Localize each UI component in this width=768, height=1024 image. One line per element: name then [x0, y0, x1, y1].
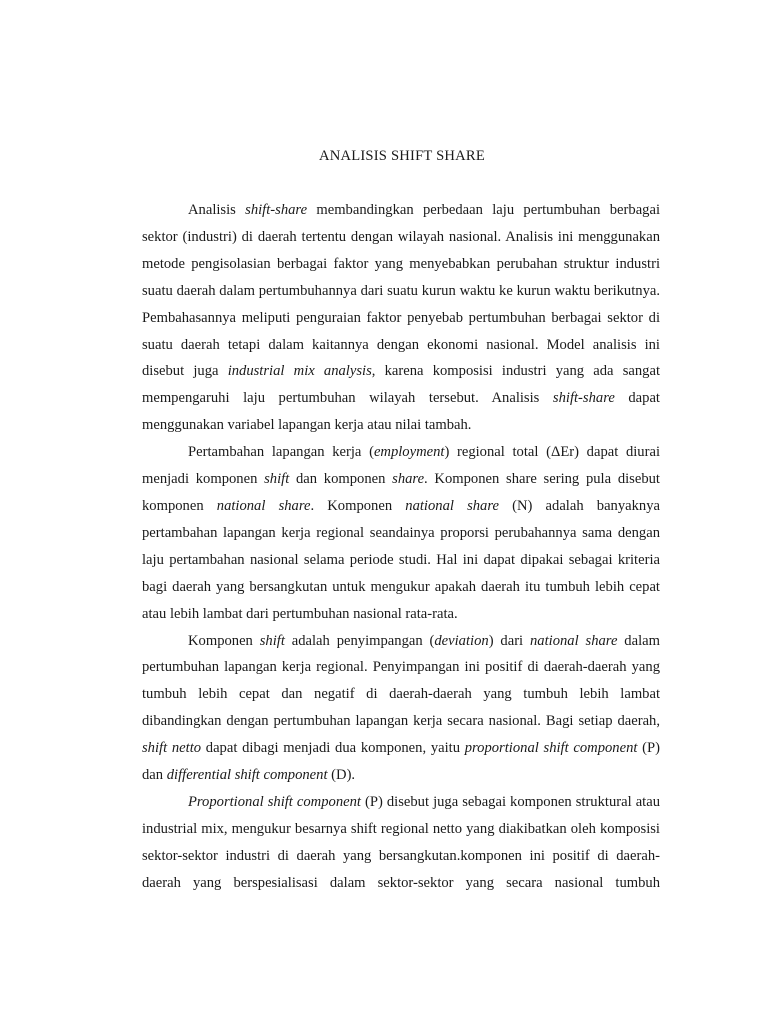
text-run: . Komponen: [310, 497, 406, 514]
text-run: , karena komposisi industri yang ada sangat mempengaruhi laju pertumbuhan wilayah tersebut. Analisis: [142, 363, 660, 407]
document-body: [142, 197, 660, 897]
document-title: ANALISIS SHIFT SHARE: [319, 148, 485, 164]
italic-term: national share: [530, 632, 618, 649]
italic-term: deviation: [434, 632, 489, 649]
italic-term: Proportional shift component: [188, 793, 361, 810]
italic-term: differential shift component: [166, 767, 328, 784]
text-run: dan komponen: [289, 471, 393, 488]
text-run: Komponen: [188, 632, 260, 649]
paragraph-4: [142, 789, 660, 897]
text-run: (P) dan: [142, 740, 660, 784]
paragraph-1: [142, 197, 660, 439]
paragraph-2: [142, 439, 660, 627]
text-run: ) dari: [488, 632, 530, 649]
italic-term: shift netto: [142, 740, 202, 757]
italic-term: shift-share: [552, 390, 615, 407]
text-run: . Komponen share sering pula disebut komponen: [142, 471, 660, 514]
italic-term: shift: [264, 471, 290, 488]
text-run: adalah penyimpangan (: [284, 632, 435, 649]
text-run: membandingkan perbedaan laju pertumbuhan berbagai sektor (industri) di daerah tertentu dengan wilayah nasional. Analisis ini menggunakan metode pengisolasian berbagai faktor yang menyebabkan perubahan struktur industri suatu daerah dalam pertumbuhannya dari suatu kurun waktu ke kurun waktu berikutnya. Pembahasannya meliputi penguraian faktor penyebab pertumbuhan berbagai sektor di suatu daerah tetapi dalam kaitannya dengan ekonomi nasional. Model analisis ini disebut juga: [142, 202, 660, 380]
italic-term: national share: [405, 497, 499, 514]
italic-term: proportional shift component: [464, 740, 638, 757]
text-run: Analisis: [188, 202, 246, 218]
text-run: dapat dibagi menjadi dua komponen, yaitu: [201, 740, 465, 757]
italic-term: shift: [259, 632, 285, 649]
text-run: (P) disebut juga sebagai komponen struktural atau industrial mix, mengukur besarnya shift regional netto yang diakibatkan oleh komposisi sektor-sektor industri di daerah yang bersangkutan.komponen ini positif di daerah-daerah yang berspesialisasi dalam sektor-sektor yang secara nasional tumbuh: [142, 793, 661, 891]
text-run: ) regional total (ΔEr) dapat diurai menjadi komponen: [142, 444, 660, 488]
text-run: Pertambahan lapangan kerja (: [188, 444, 374, 461]
italic-term: share: [392, 471, 425, 488]
text-run: dapat menggunakan variabel lapangan kerja atau nilai tambah.: [142, 390, 660, 434]
italic-term: shift-share: [245, 202, 308, 218]
text-run: (N) adalah banyaknya pertambahan lapangan kerja regional seandainya proporsi perubahannya sama dengan laju pertambahan nasional selama periode studi. Hal ini dapat dipakai sebagai kriteria bagi daerah yang bersangkutan untuk mengukur apakah daerah itu tumbuh lebih cepat atau lebih lambat dari pertumbuhan nasional rata-rata.: [142, 497, 661, 622]
text-run: dalam pertumbuhan lapangan kerja regional. Penyimpangan ini positif di daerah-daerah yang tumbuh lebih cepat dan negatif di daerah-daerah yang tumbuh lebih lambat dibandingkan dengan pertumbuhan lapangan kerja secara nasional. Bagi setiap daerah,: [142, 632, 660, 730]
italic-term: national share: [216, 497, 311, 514]
paragraph-3: [142, 628, 660, 789]
text-run: (D).: [327, 767, 356, 784]
italic-term: industrial mix analysis: [227, 363, 372, 380]
italic-term: employment: [373, 444, 445, 461]
